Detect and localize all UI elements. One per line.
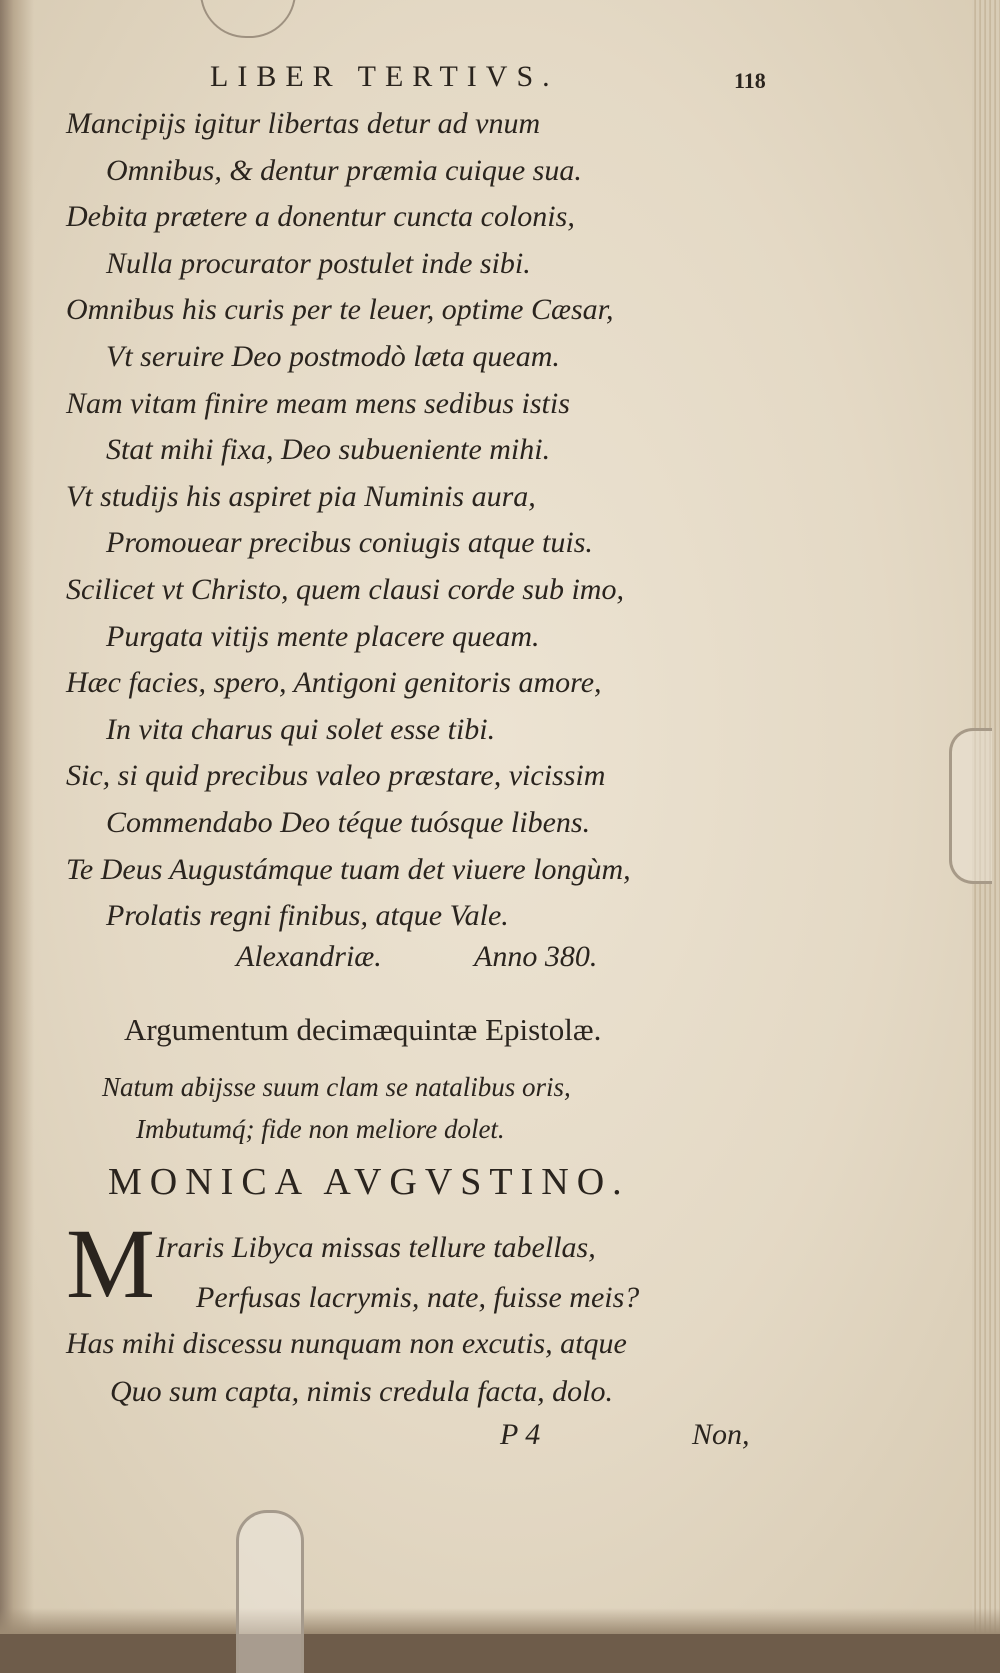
epistle-line: Quo sum capta, nimis credula facta, dolo. [110,1375,614,1408]
drop-capital: M [66,1208,155,1319]
verse-line: Te Deus Augustámque tuam det viuere longùm, [66,852,631,886]
verse-line: Omnibus, & dentur præmia cuique sua. [106,153,582,187]
page-header [0,60,1000,96]
clip-top-icon [200,0,296,38]
verse-line: Debita prætere a donentur cuncta colonis, [66,200,575,234]
verse-line: Promouear precibus coniugis atque tuis. [106,526,593,560]
argument-line: Natum abijsse suum clam se natalibus oris, [102,1072,571,1102]
signature-mark: P 4 [500,1418,541,1451]
verse-line: Purgata vitijs mente placere queam. [106,619,540,653]
verse-line: Omnibus his curis per te leuer, optime Cæsar, [66,293,614,327]
gutter-shadow [0,0,34,1634]
dateline-place: Alexandriæ. [236,940,382,973]
epistle-line: Iraris Libyca missas tellure tabellas, [156,1231,596,1264]
verse-line: Prolatis regni finibus, atque Vale. [106,899,509,933]
verse-line: Vt studijs his aspiret pia Numinis aura, [66,479,536,513]
argument-heading: Argumentum decimæquintæ Epistolæ. [124,1012,602,1047]
verse-line: Sic, si quid precibus valeo præstare, vicissim [66,759,606,793]
verse-line: Nam vitam finire meam mens sedibus istis [66,386,570,420]
verse-line: Scilicet vt Christo, quem clausi corde sub imo, [66,573,624,606]
bottom-shadow [0,1608,1000,1634]
running-head: LIBER TERTIVS. [210,60,559,93]
verse-line: Vt seruire Deo postmodò læta queam. [106,340,560,373]
folio-number: 118 [734,68,766,93]
verse-line: Nulla procurator postulet inde sibi. [106,246,531,280]
clip-side-icon [949,728,992,884]
verse-line: Mancipijs igitur libertas detur ad vnum [66,107,541,140]
verse-line: In vita charus qui solet esse tibi. [106,712,496,746]
clip-bottom-icon [236,1510,304,1673]
verse-line: Commendabo Deo téque tuósque libens. [106,806,591,839]
dateline-year: Anno 380. [474,940,598,973]
epistle-title: MONICA AVGVSTINO. [108,1161,630,1203]
catchword: Non, [692,1418,750,1451]
verse-line: Stat mihi fixa, Deo subueniente mihi. [106,433,551,467]
argument-line: Imbutumq́; fide non meliore dolet. [136,1114,505,1144]
epistle-line: Perfusas lacrymis, nate, fuisse meis? [196,1281,640,1314]
verse-line: Hæc facies, spero, Antigoni genitoris amore, [66,666,602,700]
epistle-line: Has mihi discessu nunquam non excutis, atque [66,1327,627,1360]
